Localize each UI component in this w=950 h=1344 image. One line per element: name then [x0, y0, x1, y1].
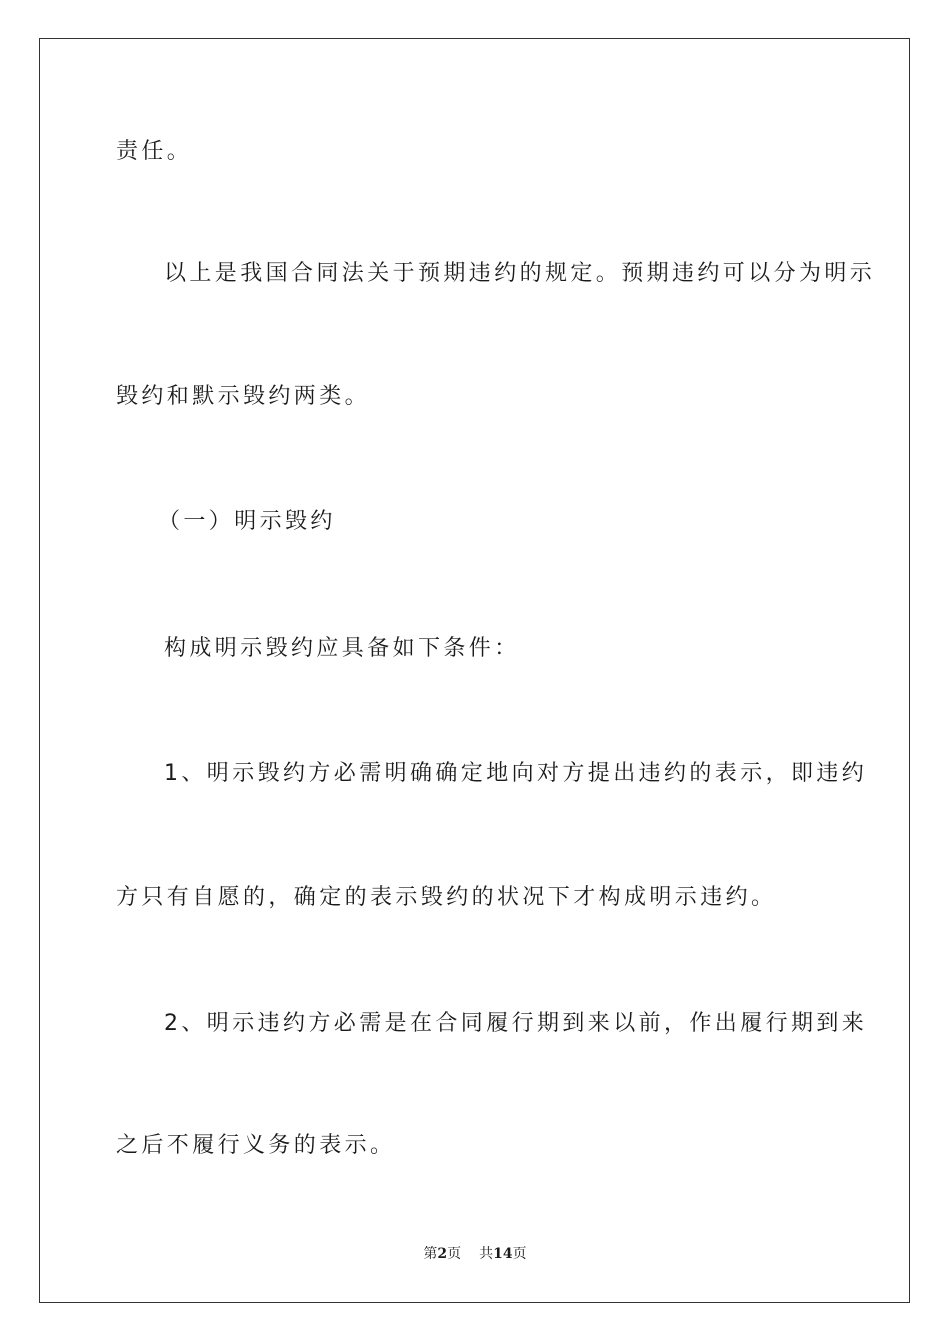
page-border [39, 38, 910, 1303]
list-item-1-line-1: 1、明示毁约方必需明确确定地向对方提出违约的表示，即违约 [164, 761, 868, 786]
text-line-1: 责任。 [116, 139, 193, 164]
text-line-2: 以上是我国合同法关于预期违约的规定。预期违约可以分为明示 [164, 261, 876, 286]
footer-total-prefix: 共 [479, 1246, 494, 1262]
section-heading: （一）明示毁约 [158, 509, 336, 534]
footer-page-number: 2 [437, 1246, 448, 1262]
footer-page-suffix: 页 [447, 1246, 462, 1262]
list-item-2-line-1: 2、明示违约方必需是在合同履行期到来以前，作出履行期到来 [164, 1011, 868, 1036]
footer-page-prefix: 第 [423, 1246, 438, 1262]
footer-total-suffix: 页 [512, 1246, 527, 1262]
text-line-3: 毁约和默示毁约两类。 [116, 384, 371, 409]
page-footer [0, 1244, 950, 1264]
list-item-1-line-2: 方只有自愿的，确定的表示毁约的状况下才构成明示违约。 [116, 885, 777, 910]
list-item-2-line-2: 之后不履行义务的表示。 [116, 1133, 396, 1158]
footer-total-pages: 14 [493, 1246, 513, 1262]
text-line-5: 构成明示毁约应具备如下条件： [164, 636, 520, 661]
